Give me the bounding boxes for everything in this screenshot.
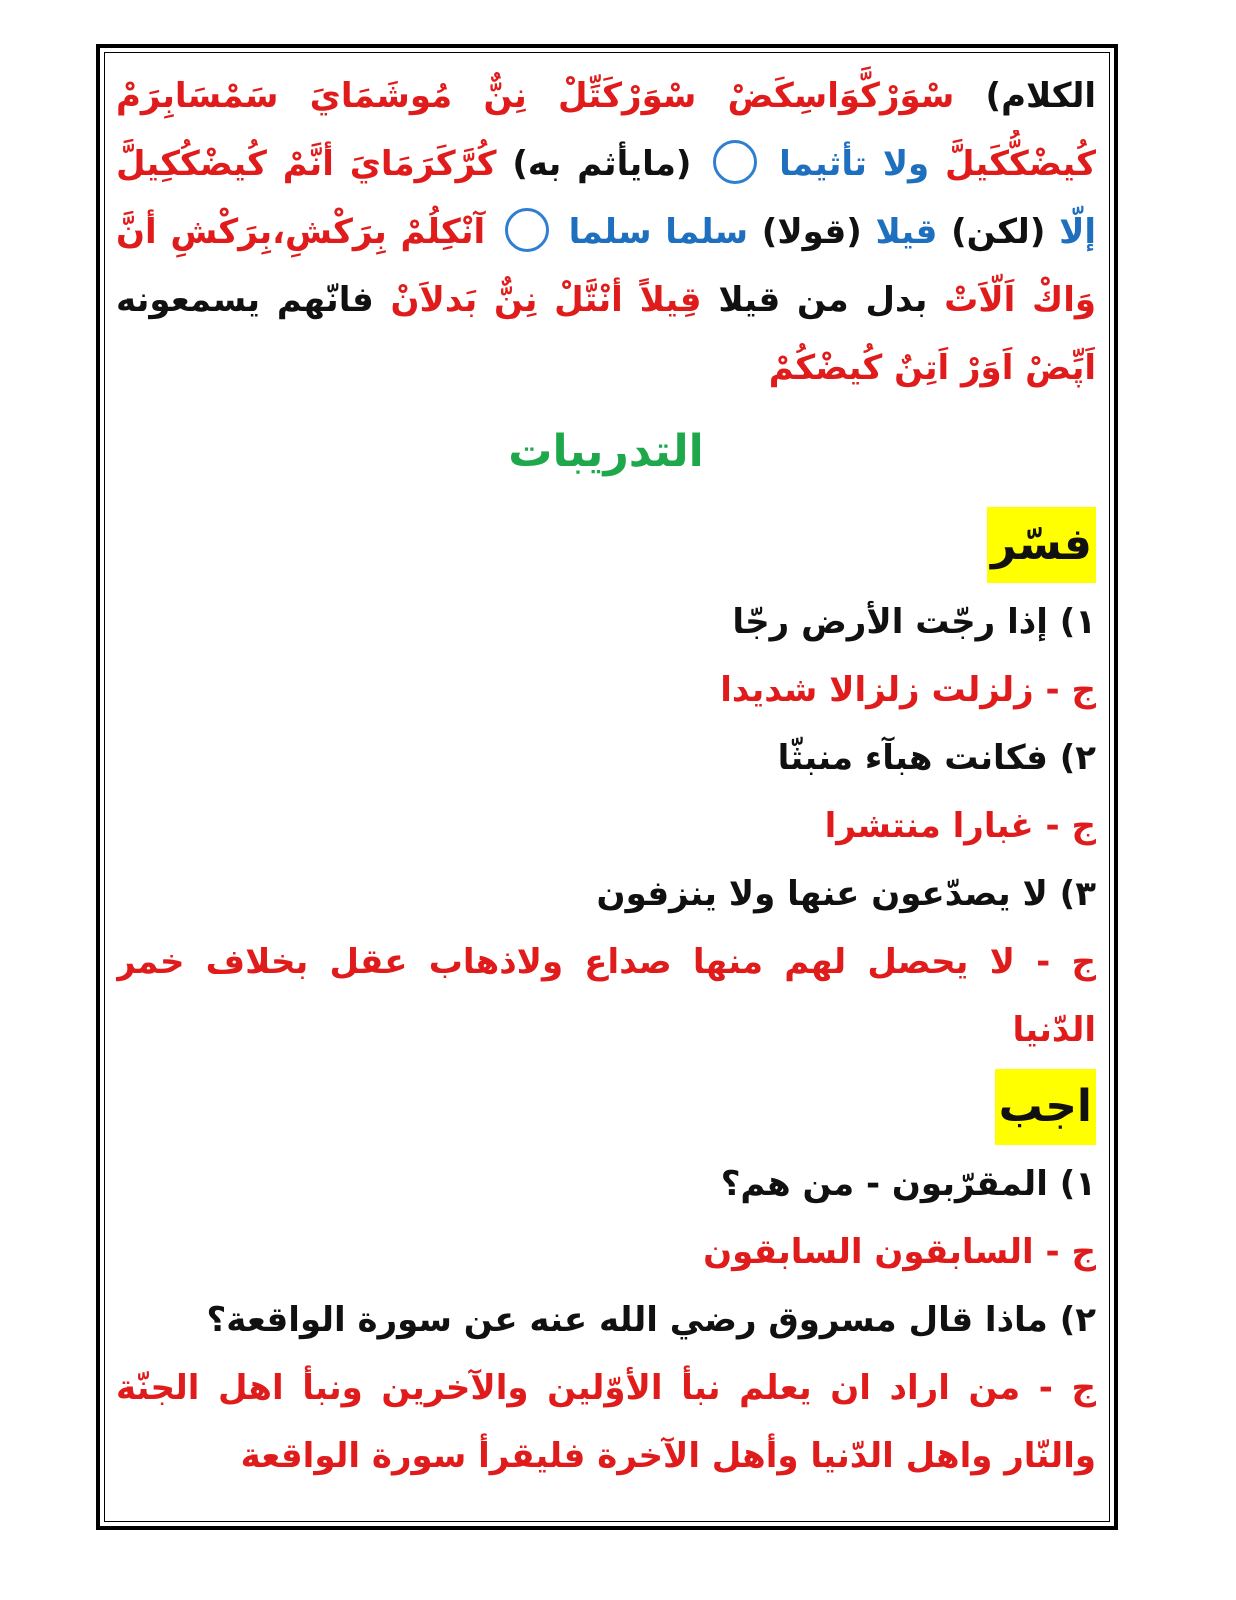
verse-label: الكلام) <box>985 76 1096 116</box>
malayalam-translit: كُيضْكُّكَيلَّ <box>945 144 1096 184</box>
question: ٢) فكانت هبآء منبثّا <box>777 738 1096 778</box>
answer: ج - غبارا منتشرا <box>824 806 1096 846</box>
meaning-note: (قولا) <box>761 212 862 252</box>
answer-continued: الدّنيا <box>1012 1010 1096 1050</box>
answer: ج - زلزلت زلزالا شديدا <box>720 670 1096 710</box>
verse-line-1 <box>116 62 1096 130</box>
answer: ج - السابقون السابقون <box>703 1232 1096 1272</box>
answer: ج - لا يحصل لهم منها صداع ولاذهاب عقل بخلاف خمر <box>116 942 1096 982</box>
question: ٢) ماذا قال مسروق رضي الله عنه عن سورة الواقعة؟ <box>206 1300 1096 1340</box>
exercises-title: التدريبات <box>508 426 704 477</box>
malayalam-translit: قِيلاً أنْتَّلْ نِنٌّ بَدلاَنْ <box>390 280 702 320</box>
explain-section-header <box>116 502 1096 588</box>
verse-marker-icon <box>505 208 549 252</box>
quran-word: إلّا <box>1059 212 1096 252</box>
quran-word: ولا تأثيما <box>779 144 930 184</box>
worksheet-content <box>116 62 1096 1490</box>
quran-word: فانّهم يسمعونه <box>116 280 374 320</box>
meaning-note: بدل من قيلا <box>718 280 928 320</box>
verse-line-4 <box>116 266 1096 334</box>
verse-line-2 <box>116 130 1096 198</box>
malayalam-translit: سْوَرْكَّوَاسِكَضْ سْوَرْكَتِّلْ نِنٌّ مُوشَمَايَ سَمْسَابِرَمْ <box>116 76 955 116</box>
question: ٣) لا يصدّعون عنها ولا ينزفون <box>596 874 1096 914</box>
meaning-note: (مايأثم به) <box>512 144 692 184</box>
answer-section-label: اجب <box>995 1069 1096 1145</box>
malayalam-translit: آنْكِلُمْ بِرَكْشِ،بِرَكْشِ أنَّ <box>116 212 486 252</box>
answer: ج - من اراد ان يعلم نبأ الأوّلين والآخرين ونبأ اهل الجنّة <box>116 1368 1096 1408</box>
malayalam-translit: اَپِّضْ اَوَرْ اَتِنٌ كُيضْكُمْ <box>768 348 1096 388</box>
malayalam-translit: وَاكْ اَلّاَتْ <box>944 280 1096 320</box>
answer-continued: والنّار واهل الدّنيا وأهل الآخرة فليقرأ سورة الواقعة <box>240 1436 1096 1476</box>
verse-line-5 <box>116 334 1096 402</box>
quran-word: سلما سلما <box>568 212 749 252</box>
question: ١) المقرّبون - من هم؟ <box>720 1164 1096 1204</box>
explain-section-label: فسّر <box>987 507 1096 583</box>
quran-word: قيلا <box>875 212 938 252</box>
question: ١) إذا رجّت الأرض رجّا <box>732 602 1096 642</box>
malayalam-translit: كُرَّكَرَمَايَ أنَّمْ كُيضْكُكِيلَّ <box>116 144 497 184</box>
meaning-note: (لكن) <box>951 212 1046 252</box>
answer-section-header <box>116 1064 1096 1150</box>
verse-marker-icon <box>713 140 757 184</box>
verse-line-3 <box>116 198 1096 266</box>
